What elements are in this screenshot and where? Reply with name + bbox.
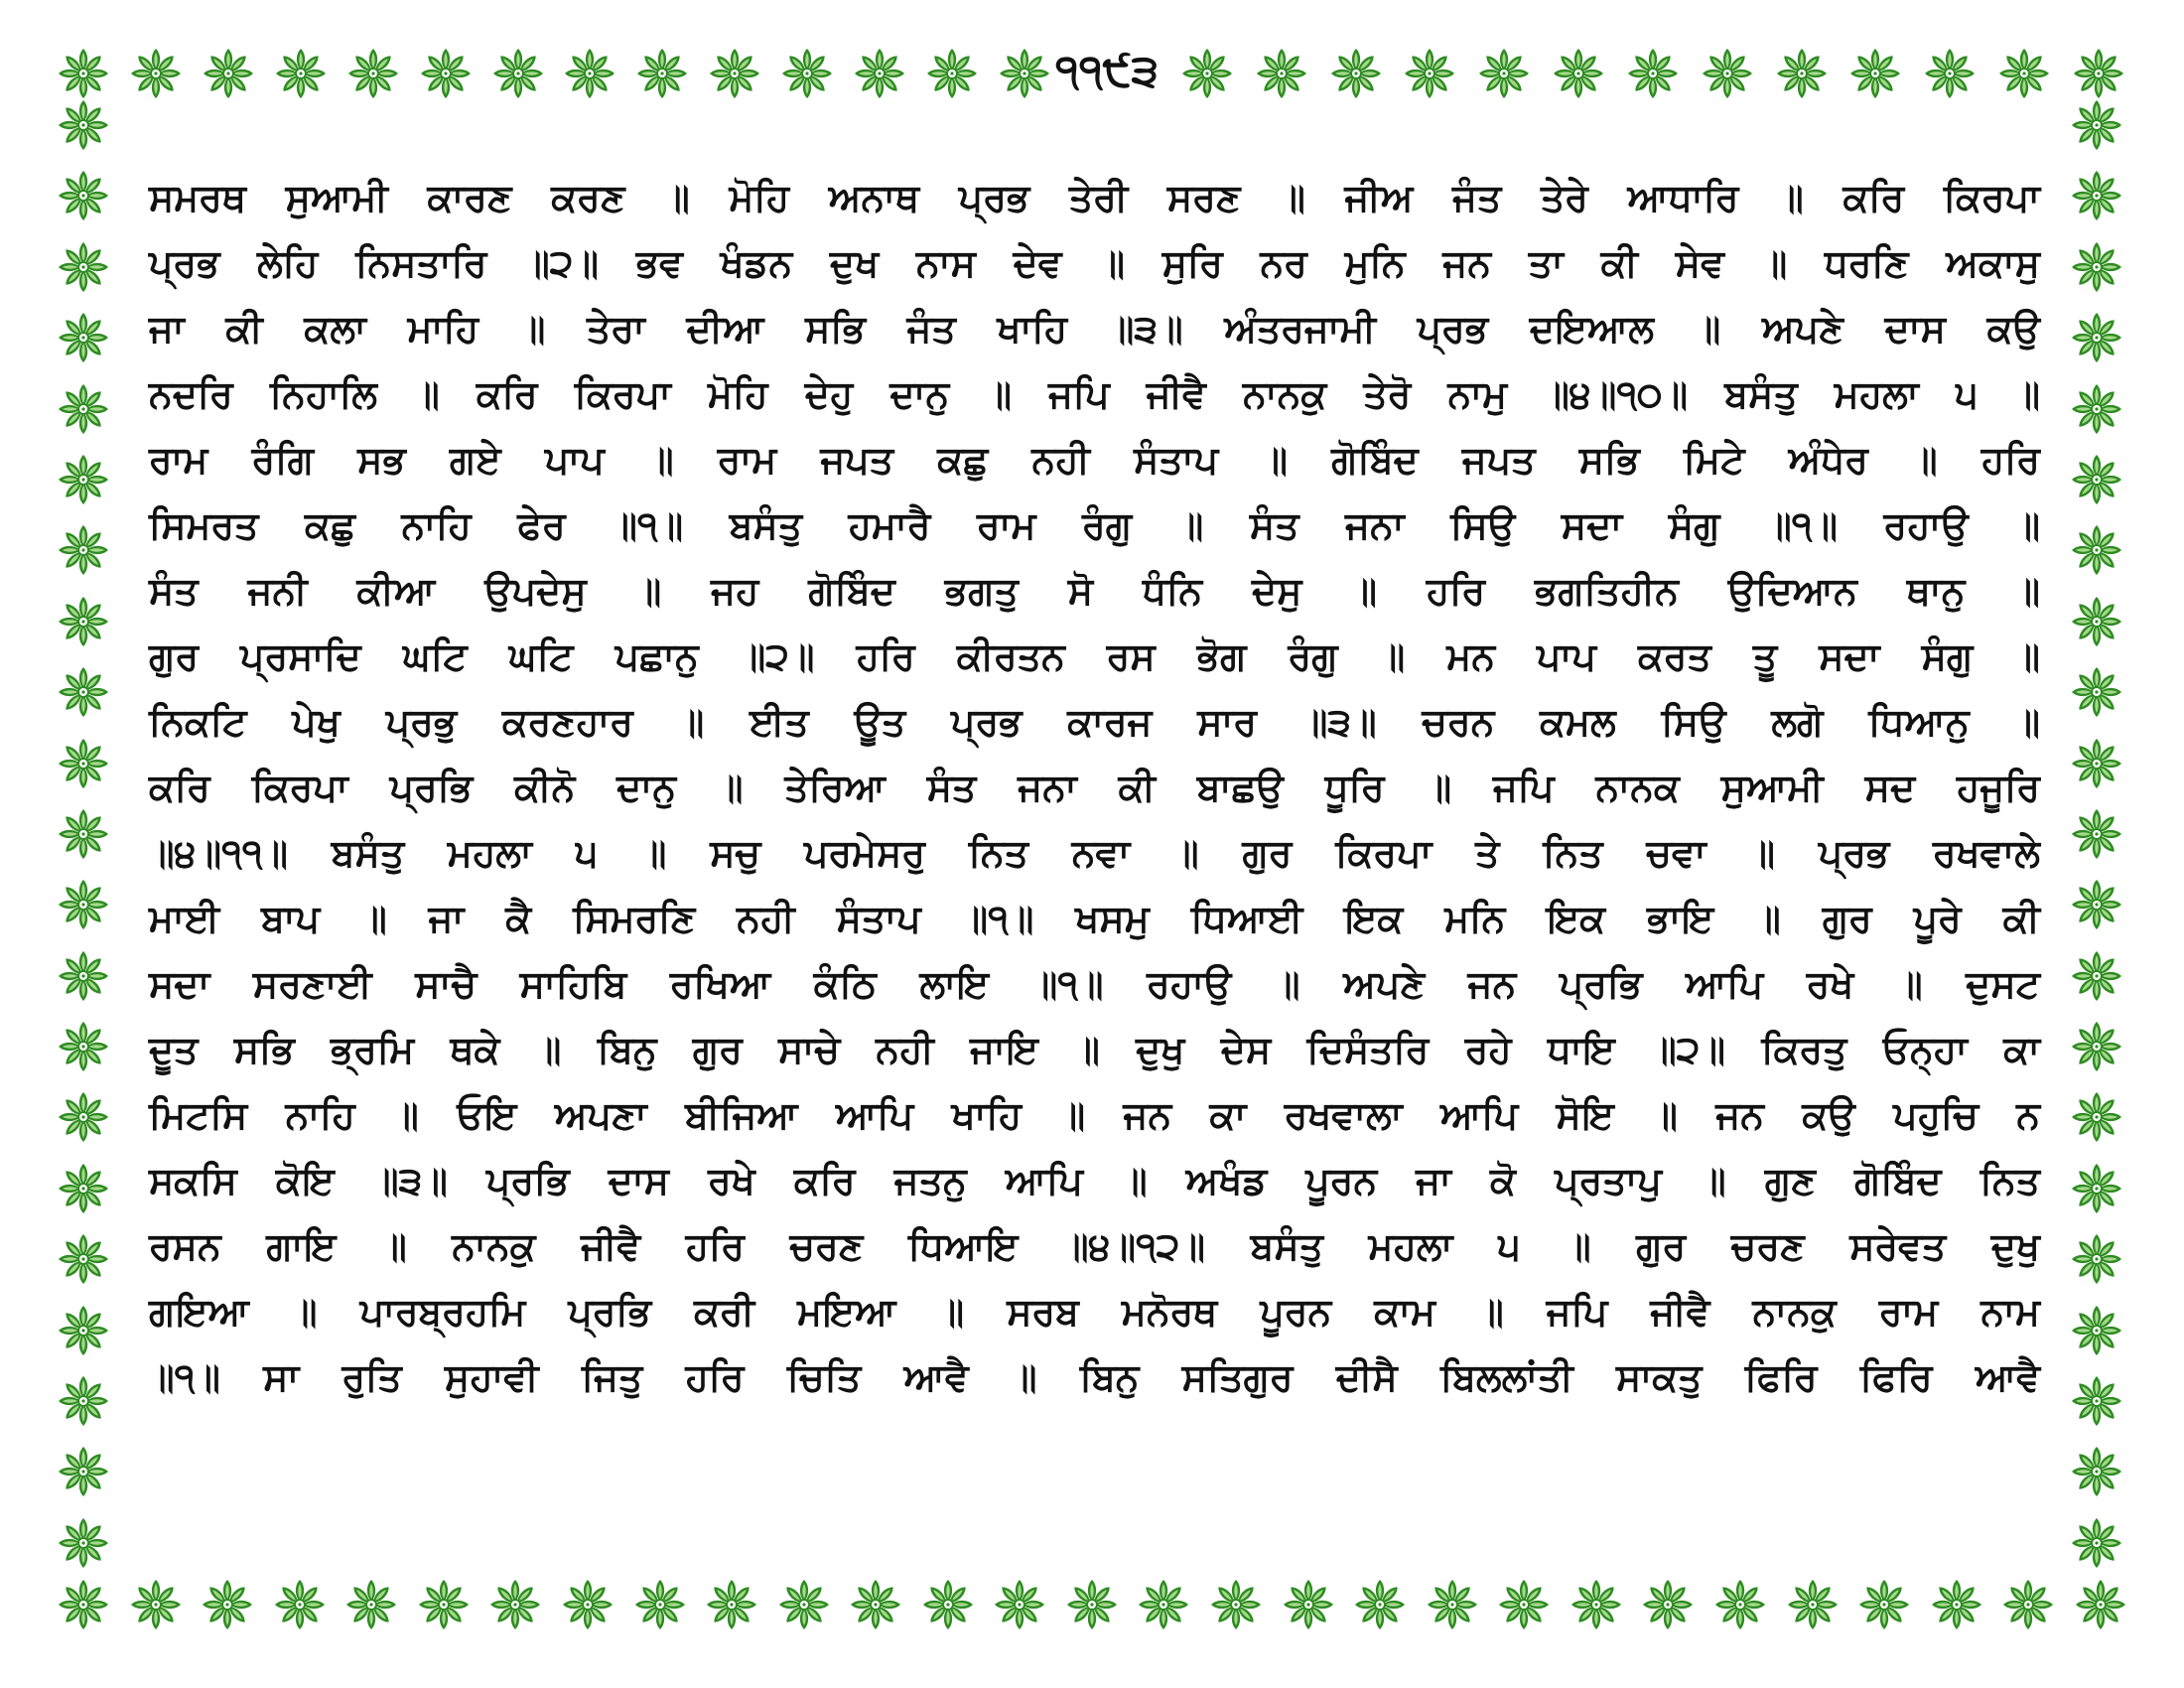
flower-icon [926, 48, 978, 99]
flower-icon [58, 879, 109, 930]
flower-icon [489, 1579, 541, 1630]
flower-icon [1283, 1579, 1334, 1630]
flower-icon [202, 1579, 253, 1630]
flower-icon [58, 241, 109, 293]
scripture-line: ਮਿਟਸਿ ਨਾਹਿ ॥ ਓਇ ਅਪਣਾ ਬੀਜਿਆ ਆਪਿ ਖਾਹਿ ॥ ਜਨ ਕਾ ਰਖਵਾਲਾ ਆਪਿ ਸੋਇ ॥ ਜਨ ਕਉ ਪਹੁਚਿ ਨ [149, 1093, 2040, 1137]
flower-icon [2071, 524, 2122, 576]
scripture-line: ਕਰਿ ਕਿਰਪਾ ਪ੍ਰਭਿ ਕੀਨੋ ਦਾਨੁ ॥ ਤੇਰਿਆ ਸੰਤ ਜਨਾ ਕੀ ਬਾਛਉ ਧੂਰਿ ॥ ਜਪਿ ਨਾਨਕ ਸੁਆਮੀ ਸਦ ਹਜੂਰਿ [149, 766, 2040, 809]
flower-icon [1354, 1579, 1406, 1630]
flower-icon [778, 1579, 830, 1630]
scripture-text [149, 165, 2040, 1410]
flower-icon [58, 1091, 109, 1143]
scripture-line: ਜਾ ਕੀ ਕਲਾ ਮਾਹਿ ॥ ਤੇਰਾ ਦੀਆ ਸਭਿ ਜੰਤ ਖਾਹਿ ॥੩॥ ਅੰਤਰਜਾਮੀ ਪ੍ਰਭ ਦਇਆਲ ॥ ਅਪਣੇ ਦਾਸ ਕਉ [149, 307, 2040, 351]
flower-icon [420, 48, 472, 99]
flower-icon [1404, 48, 1455, 99]
flower-icon [58, 524, 109, 576]
scripture-line: ਪ੍ਰਭ ਲੇਹਿ ਨਿਸਤਾਰਿ ॥੨॥ ਭਵ ਖੰਡਨ ਦੁਖ ਨਾਸ ਦੇਵ ॥ ਸੁਰਿ ਨਰ ਮੁਨਿ ਜਨ ਤਾ ਕੀ ਸੇਵ ॥ ਧਰਣਿ ਅਕਾਸੁ [149, 241, 2040, 285]
scripture-line: ਦੂਤ ਸਭਿ ਭ੍ਰਮਿ ਥਕੇ ॥ ਬਿਨੁ ਗੁਰ ਸਾਚੇ ਨਹੀ ਜਾਇ ॥ ਦੁਖੁ ਦੇਸ ਦਿਸੰਤਰਿ ਰਹੇ ਧਾਇ ॥੨॥ ਕਿਰਤੁ ਓਨ੍ਹਾ ਕਾ [149, 1028, 2040, 1071]
flower-icon [130, 48, 182, 99]
scripture-line: ਸਮਰਥ ਸੁਆਮੀ ਕਾਰਣ ਕਰਣ ॥ ਮੋਹਿ ਅਨਾਥ ਪ੍ਰਭ ਤੇਰੀ ਸਰਣ ॥ ਜੀਅ ਜੰਤ ਤੇਰੇ ਆਧਾਰਿ ॥ ਕਰਿ ਕਿਰਪਾ [149, 176, 2040, 219]
flower-icon [58, 48, 109, 99]
flower-icon [2075, 1579, 2126, 1630]
flower-icon [1256, 48, 1307, 99]
scripture-line: ਸੰਤ ਜਨੀ ਕੀਆ ਉਪਦੇਸੁ ॥ ਜਹ ਗੋਬਿੰਦ ਭਗਤੁ ਸੋ ਧੰਨਿ ਦੇਸੁ ॥ ਹਰਿ ਭਗਤਿਹੀਨ ਉਦਿਆਨ ਥਾਨੁ ॥ [149, 569, 2040, 613]
flower-icon [58, 1233, 109, 1285]
flower-icon [1776, 48, 1828, 99]
flower-icon [58, 596, 109, 647]
flower-icon [1066, 1579, 1118, 1630]
scripture-line: ਨਦਰਿ ਨਿਹਾਲਿ ॥ ਕਰਿ ਕਿਰਪਾ ਮੋਹਿ ਦੇਹੁ ਦਾਨੁ ॥ ਜਪਿ ਜੀਵੈ ਨਾਨਕੁ ਤੇਰੋ ਨਾਮੁ ॥੪॥੧੦॥ ਬਸੰਤੁ ਮਹਲਾ ੫ ॥ [149, 372, 2040, 416]
flower-icon [58, 1163, 109, 1214]
scripture-line: ਨਿਕਟਿ ਪੇਖੁ ਪ੍ਰਭੁ ਕਰਣਹਾਰ ॥ ਈਤ ਊਤ ਪ੍ਰਭ ਕਾਰਜ ਸਾਰ ॥੩॥ ਚਰਨ ਕਮਲ ਸਿਉ ਲਗੋ ਧਿਆਨੁ ॥ [149, 700, 2040, 744]
flower-icon [274, 1579, 326, 1630]
flower-icon [1998, 48, 2050, 99]
flower-icon [58, 666, 109, 718]
scripture-line: ਮਾਈ ਬਾਪ ॥ ਜਾ ਕੈ ਸਿਮਰਣਿ ਨਹੀ ਸੰਤਾਪ ॥੧॥ ਖਸਮੁ ਧਿਆਈ ਇਕ ਮਨਿ ਇਕ ਭਾਇ ॥ ਗੁਰ ਪੂਰੇ ਕੀ [149, 897, 2040, 940]
flower-icon [58, 738, 109, 789]
flower-icon [1553, 48, 1604, 99]
flower-icon [2071, 1446, 2122, 1497]
flower-icon [564, 48, 615, 99]
flower-icon [130, 1579, 182, 1630]
flower-icon [1570, 1579, 1622, 1630]
flower-icon [58, 1517, 109, 1569]
flower-icon [994, 1579, 1045, 1630]
flower-icon [2071, 170, 2122, 221]
flower-icon [203, 48, 254, 99]
flower-icon [418, 1579, 470, 1630]
top-border-right [1181, 48, 2124, 99]
flower-icon [1210, 1579, 1262, 1630]
scripture-line: ਰਾਮ ਰੰਗਿ ਸਭ ਗਏ ਪਾਪ ॥ ਰਾਮ ਜਪਤ ਕਛੁ ਨਹੀ ਸੰਤਾਪ ॥ ਗੋਬਿੰਦ ਜਪਤ ਸਭਿ ਮਿਟੇ ਅੰਧੇਰ ॥ ਹਰਿ [149, 438, 2040, 482]
page-number: ੧੧੯੩ [1055, 46, 1159, 96]
flower-icon [706, 1579, 757, 1630]
flower-icon [2071, 879, 2122, 930]
flower-icon [1924, 48, 1976, 99]
flower-icon [345, 1579, 397, 1630]
flower-icon [2071, 99, 2122, 151]
flower-icon [58, 1579, 109, 1630]
scripture-line: ਗਇਆ ॥ ਪਾਰਬ੍ਰਹਮਿ ਪ੍ਰਭਿ ਕਰੀ ਮਇਆ ॥ ਸਰਬ ਮਨੋਰਥ ਪੂਰਨ ਕਾਮ ॥ ਜਪਿ ਜੀਵੈ ਨਾਨਕੁ ਰਾਮ ਨਾਮ [149, 1290, 2040, 1334]
flower-icon [2071, 596, 2122, 647]
left-border [58, 99, 109, 1569]
flower-icon [58, 454, 109, 505]
flower-icon [58, 1375, 109, 1427]
scripture-line: ਰਸਨ ਗਾਇ ॥ ਨਾਨਕੁ ਜੀਵੈ ਹਰਿ ਚਰਣ ਧਿਆਇ ॥੪॥੧੨॥ ਬਸੰਤੁ ਮਹਲਾ ੫ ॥ ਗੁਰ ਚਰਣ ਸਰੇਵਤ ਦੁਖੁ [149, 1224, 2040, 1268]
flower-icon [1702, 48, 1753, 99]
flower-icon [2071, 383, 2122, 435]
flower-icon [636, 48, 688, 99]
flower-icon [634, 1579, 686, 1630]
flower-icon [1427, 1579, 1478, 1630]
flower-icon [1642, 1579, 1694, 1630]
flower-icon [58, 808, 109, 860]
flower-icon [2071, 1163, 2122, 1214]
flower-icon [1181, 48, 1233, 99]
top-border-left [58, 48, 1050, 99]
flower-icon [58, 170, 109, 221]
flower-icon [2071, 1305, 2122, 1356]
flower-icon [850, 1579, 901, 1630]
scripture-line: ਸਦਾ ਸਰਣਾਈ ਸਾਚੈ ਸਾਹਿਬਿ ਰਖਿਆ ਕੰਠਿ ਲਾਇ ॥੧॥ ਰਹਾਉ ॥ ਅਪਣੇ ਜਨ ਪ੍ਰਭਿ ਆਪਿ ਰਖੇ ॥ ਦੁਸਟ [149, 962, 2040, 1006]
flower-icon [2071, 808, 2122, 860]
flower-icon [709, 48, 760, 99]
flower-icon [781, 48, 833, 99]
scripture-line: ॥੧॥ ਸਾ ਰੁਤਿ ਸੁਹਾਵੀ ਜਿਤੁ ਹਰਿ ਚਿਤਿ ਆਵੈ ॥ ਬਿਨੁ ਸਤਿਗੁਰ ਦੀਸੈ ਬਿਲਲਾਂਤੀ ਸਾਕਤੁ ਫਿਰਿ ਫਿਰਿ ਆਵੈ [149, 1355, 2040, 1399]
flower-icon [2073, 48, 2124, 99]
flower-icon [347, 48, 399, 99]
flower-icon [1714, 1579, 1766, 1630]
flower-icon [1330, 48, 1382, 99]
flower-icon [1931, 1579, 1982, 1630]
flower-icon [58, 383, 109, 435]
flower-icon [1138, 1579, 1189, 1630]
flower-icon [1787, 1579, 1839, 1630]
flower-icon [2071, 1091, 2122, 1143]
flower-icon [2071, 738, 2122, 789]
flower-icon [854, 48, 905, 99]
bottom-border [58, 1579, 2126, 1630]
flower-icon [1478, 48, 1530, 99]
flower-icon [1849, 48, 1901, 99]
flower-icon [2071, 1233, 2122, 1285]
flower-icon [2071, 241, 2122, 293]
flower-icon [2071, 1517, 2122, 1569]
flower-icon [2071, 454, 2122, 505]
flower-icon [2071, 666, 2122, 718]
right-border [2071, 99, 2122, 1569]
flower-icon [2071, 1375, 2122, 1427]
flower-icon [562, 1579, 614, 1630]
flower-icon [492, 48, 544, 99]
flower-icon [2071, 950, 2122, 1002]
flower-icon [922, 1579, 974, 1630]
flower-icon [58, 1446, 109, 1497]
flower-icon [58, 1021, 109, 1072]
flower-icon [2071, 1021, 2122, 1072]
flower-icon [2071, 312, 2122, 363]
flower-icon [1858, 1579, 1910, 1630]
flower-icon [58, 950, 109, 1002]
scripture-line: ਸਿਮਰਤ ਕਛੁ ਨਾਹਿ ਫੇਰ ॥੧॥ ਬਸੰਤੁ ਹਮਾਰੈ ਰਾਮ ਰੰਗੁ ॥ ਸੰਤ ਜਨਾ ਸਿਉ ਸਦਾ ਸੰਗੁ ॥੧॥ ਰਹਾਉ ॥ [149, 503, 2040, 547]
scripture-line: ਗੁਰ ਪ੍ਰਸਾਦਿ ਘਟਿ ਘਟਿ ਪਛਾਨੁ ॥੨॥ ਹਰਿ ਕੀਰਤਨ ਰਸ ਭੋਗ ਰੰਗੁ ॥ ਮਨ ਪਾਪ ਕਰਤ ਤੂ ਸਦਾ ਸੰਗੁ ॥ [149, 634, 2040, 678]
flower-icon [2002, 1579, 2054, 1630]
flower-icon [1498, 1579, 1550, 1630]
flower-icon [275, 48, 327, 99]
scripture-line: ॥੪॥੧੧॥ ਬਸੰਤੁ ਮਹਲਾ ੫ ॥ ਸਚੁ ਪਰਮੇਸਰੁ ਨਿਤ ਨਵਾ ॥ ਗੁਰ ਕਿਰਪਾ ਤੇ ਨਿਤ ਚਵਾ ॥ ਪ੍ਰਭ ਰਖਵਾਲੇ [149, 831, 2040, 875]
scripture-line: ਸਕਸਿ ਕੋਇ ॥੩॥ ਪ੍ਰਭਿ ਦਾਸ ਰਖੇ ਕਰਿ ਜਤਨੁ ਆਪਿ ॥ ਅਖੰਡ ਪੂਰਨ ਜਾ ਕੋ ਪ੍ਰਤਾਪੁ ॥ ਗੁਣ ਗੋਬਿੰਦ ਨਿਤ [149, 1159, 2040, 1202]
flower-icon [1627, 48, 1679, 99]
flower-icon [58, 312, 109, 363]
flower-icon [58, 99, 109, 151]
flower-icon [58, 1305, 109, 1356]
